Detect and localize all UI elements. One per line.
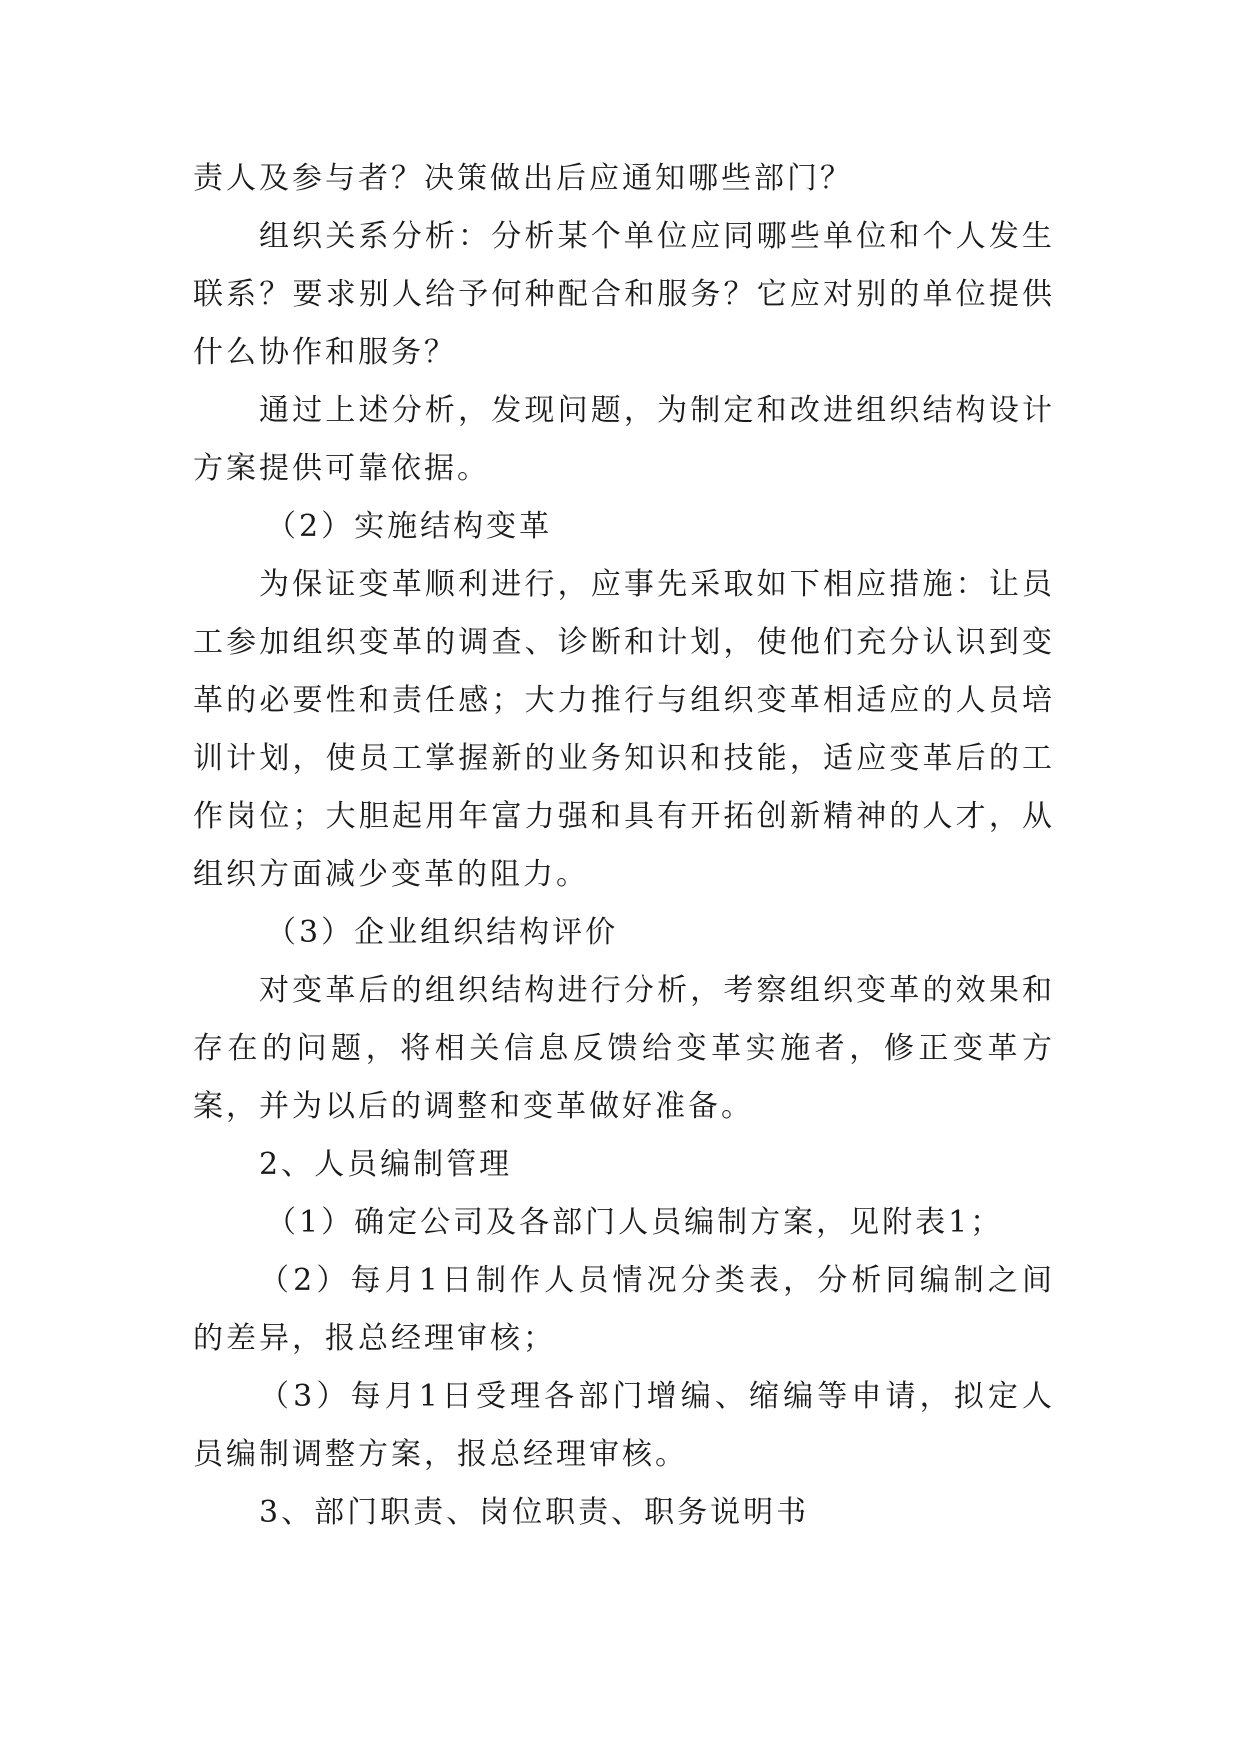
heading-staffing-management: 2、人员编制管理 bbox=[259, 1147, 513, 1182]
document-body bbox=[193, 150, 1055, 1542]
paragraph-evaluation: 对变革后的组织结构进行分析，考察组织变革的效果和存在的问题，将相关信息反馈给变革实施者，修正变革方案，并为以后的调整和变革做好准备。 bbox=[193, 973, 1055, 1124]
heading-implement-structure-change: （2）实施结构变革 bbox=[266, 509, 553, 544]
heading-duties-and-job-descriptions: 3、部门职责、岗位职责、职务说明书 bbox=[259, 1495, 810, 1530]
heading-org-structure-evaluation: （3）企业组织结构评价 bbox=[266, 915, 619, 950]
paragraph-continuation: 责人及参与者？决策做出后应通知哪些部门？ bbox=[193, 161, 853, 196]
paragraph-org-relation-analysis: 组织关系分析：分析某个单位应同哪些单位和个人发生联系？要求别人给予何种配合和服务？它应对别的单位提供什么协作和服务？ bbox=[193, 219, 1055, 370]
paragraph-change-measures: 为保证变革顺利进行，应事先采取如下相应措施：让员工参加组织变革的调查、诊断和计划，使他们充分认识到变革的必要性和责任感；大力推行与组织变革相适应的人员培训计划，使员工掌握新的业务知识和技能，适应变革后的工作岗位；大胆起用年富力强和具有开拓创新精神的人才，从组织方面减少变革的阻力。 bbox=[193, 567, 1055, 892]
list-item-monthly-adjustment: （3）每月1日受理各部门增编、缩编等申请，拟定人员编制调整方案，报总经理审核。 bbox=[193, 1379, 1055, 1472]
list-item-staffing-plan: （1）确定公司及各部门人员编制方案，见附表1； bbox=[266, 1205, 1004, 1240]
paragraph-analysis-conclusion: 通过上述分析，发现问题，为制定和改进组织结构设计方案提供可靠依据。 bbox=[193, 393, 1055, 486]
list-item-monthly-classification: （2）每月1日制作人员情况分类表，分析同编制之间的差异，报总经理审核； bbox=[193, 1263, 1055, 1356]
